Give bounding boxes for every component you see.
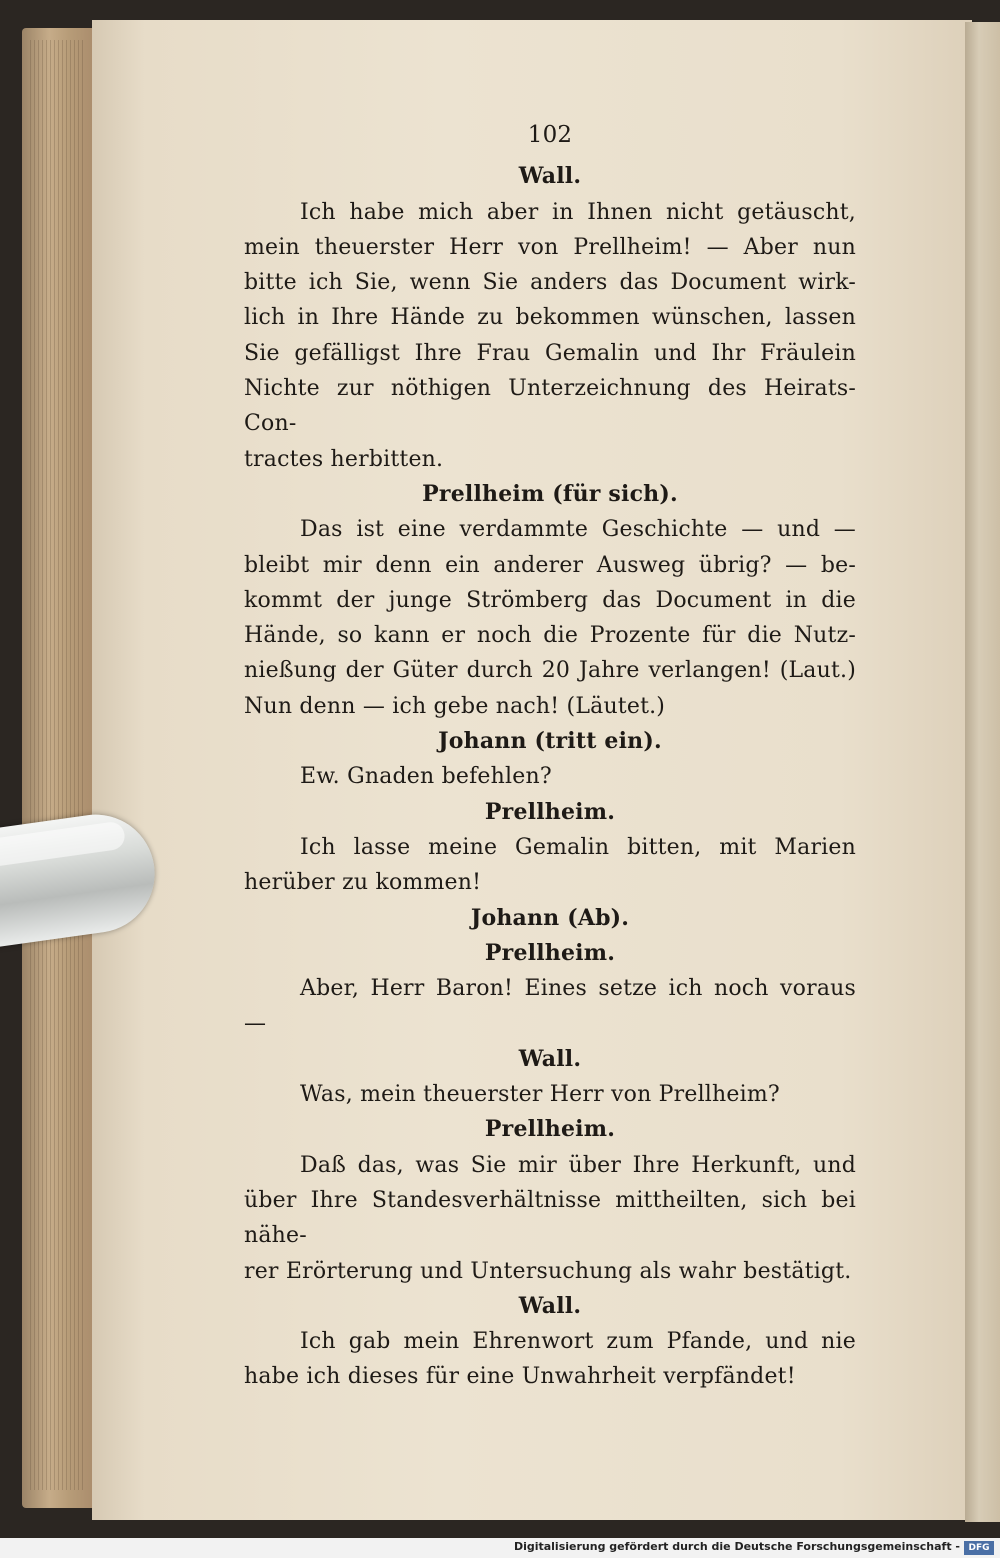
text-line: Was, mein theuerster Herr von Prellheim? [300,1082,780,1108]
dialogue-paragraph [244,830,856,901]
speaker-name: Wall. [518,163,582,190]
page-text [244,118,856,1395]
text-line: Hände, so kann er noch die Prozente für die Nutz- [244,623,856,649]
text-line: Das ist eine verdammte Geschichte — und — [300,517,856,543]
text-line: herüber zu kommen! [244,870,482,896]
dialogue-paragraph [244,759,856,794]
text-line: Ich habe mich aber in Ihnen nicht getäuscht, [300,199,856,225]
speaker-name: Prellheim. [484,798,616,825]
footer-credit: Digitalisierung gefördert durch die Deutsche Forschungsgemeinschaft - [513,1540,960,1553]
text-line: Nichte zur nöthigen Unterzeichnung des Heirats-Con- [244,376,856,437]
text-line: über Ihre Standesverhältnisse mittheilten, sich bei nähe- [244,1187,856,1249]
text-line: mein theuerster Herr von Prellheim! — Aber nun [244,234,856,260]
text-line: Daß das, was Sie mir über Ihre Herkunft, und [300,1152,856,1178]
dialogue-paragraph [244,1077,856,1112]
dialogue-paragraph [244,1324,856,1395]
text-line: nießung der Güter durch 20 Jahre verlangen! (Laut.) [244,658,856,684]
text-line: habe ich dieses für eine Unwahrheit verpfändet! [244,1364,796,1390]
text-blocks [244,159,856,1394]
text-line: Ew. Gnaden befehlen? [300,764,552,790]
facing-page-edge [965,22,1000,1522]
dialogue-paragraph [244,195,856,477]
page-number: 102 [527,122,573,148]
text-line: lich in Ihre Hände zu bekommen wünschen, lassen [244,305,856,331]
text-line: Nun denn — ich gebe nach! (Läutet.) [244,693,666,719]
text-line: tractes herbitten. [244,446,444,472]
speaker-name: Prellheim. [484,1116,616,1143]
speaker-name: Johann (Ab). [470,904,630,931]
speaker-name: Prellheim. [484,939,616,966]
text-line: Aber, Herr Baron! Eines setze ich noch voraus — [244,976,856,1037]
text-line: bitte ich Sie, wenn Sie anders das Document wirk- [244,270,856,296]
text-line: bleibt mir denn ein anderer Ausweg übrig? — be- [244,552,856,578]
dialogue-paragraph [244,512,856,724]
text-line: rer Erörterung und Untersuchung als wahr bestätigt. [244,1258,852,1284]
text-line: Sie gefälligst Ihre Frau Gemalin und Ihr Fräulein [244,340,856,366]
speaker-name: Prellheim (für sich). [422,480,678,507]
text-line: kommt der junge Strömberg das Document in die [244,587,856,613]
page-edge-lines [30,40,85,1490]
dialogue-paragraph [244,1148,856,1289]
speaker-name: Johann (tritt ein). [438,728,662,755]
clip-highlight [0,820,126,871]
speaker-name: Wall. [518,1292,582,1319]
dfg-logo: DFG [964,1541,994,1555]
text-line: Ich gab mein Ehrenwort zum Pfande, und nie [300,1329,856,1355]
dialogue-paragraph [244,971,856,1042]
text-line: Ich lasse meine Gemalin bitten, mit Marien [300,834,856,860]
speaker-name: Wall. [518,1045,582,1072]
